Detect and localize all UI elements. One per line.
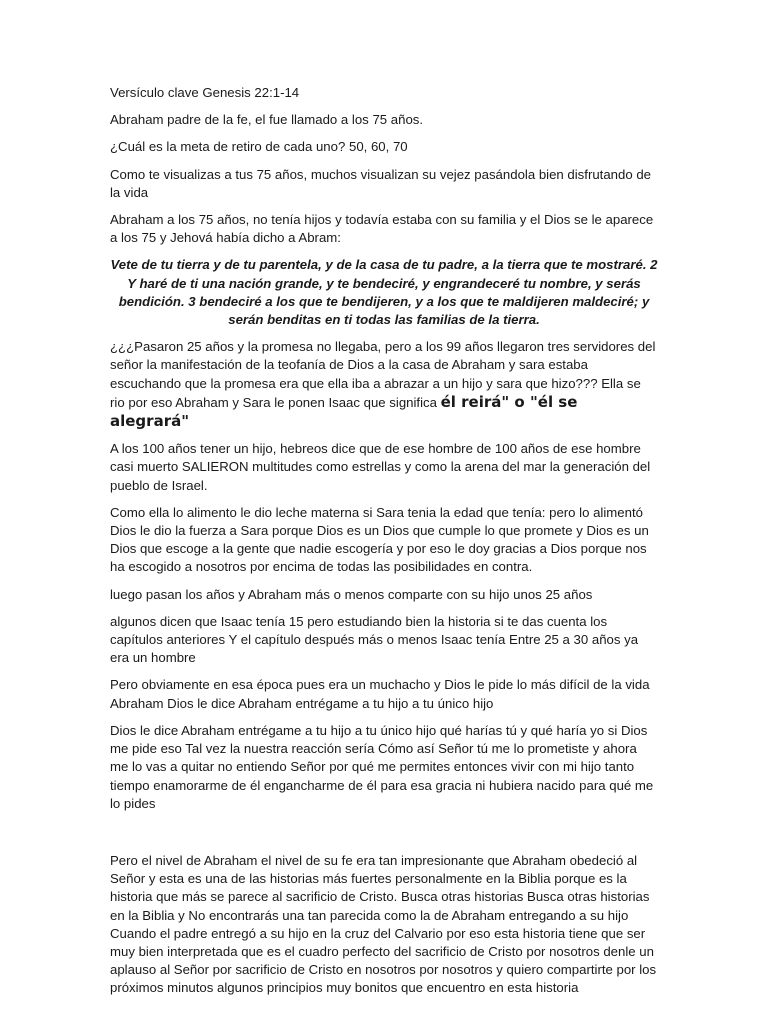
paragraph-abraham-obeyed: Pero el nivel de Abraham el nivel de su fe era tan impresionante que Abraham obedeció al Señor y esta es una de las historias más fuertes personalmente en la Biblia porque es la historia que más se parece al sacrificio de Cristo. Busca otras historias Busca otras historias en la Biblia y No encontrarás una tan parecida como la de Abraham entregando a su hijo Cuando el padre entregó a su hijo en la cruz del Calvario por eso esta historia tiene que ser muy bien interpretada que es el cuadro perfecto del sacrificio de Cristo por nosotros denle un aplauso al Señor por sacrificio de Cristo en nosotros por nosotros y quiero compartirte por los próximos minutos algunos principios muy bonitos que encuentro en esta historia bbox=[110, 852, 657, 996]
paragraph-hardest-request: Pero obviamente en esa época pues era un muchacho y Dios le pide lo más difícil de la vida Abraham Dios le dice Abraham entrégame a tu hijo a tu único hijo bbox=[110, 677, 650, 711]
document-page bbox=[110, 84, 658, 1007]
bible-quote: Vete de tu tierra y de tu parentela, y de la casa de tu padre, a la tierra que te mostraré. 2 Y haré de ti una nación grande, y te bendeciré, y engrandeceré tu nombre, y serás bendición. 3 bendeciré a los que te bendijeren, y a los que te maldijeren maldeciré; y serán benditas en ti todas las familias de la tierra. bbox=[110, 257, 658, 328]
paragraph-multitudes: A los 100 años tener un hijo, hebreos dice que de ese hombre de 100 años de ese hombre casi muerto SALIERON multitudes como estrellas y como la arena del mar la generación del pueblo de Israel. bbox=[110, 441, 651, 493]
verse-title: Versículo clave Genesis 22:1-14 bbox=[110, 85, 300, 100]
paragraph-sara-nursing: Como ella lo alimento le dio leche materna si Sara tenia la edad que tenía: pero lo alimentó Dios le dio la fuerza a Sara porque Dios es un Dios que cumple lo que promete y Dios es un Dios que escoge a la gente que nadie escogería y por eso le doy gracias a Dios porque nos ha escogido a nosotros por encima de todas las posibilidades en contra. bbox=[110, 504, 649, 575]
paragraph-our-reaction: Dios le dice Abraham entrégame a tu hijo a tu único hijo qué harías tú y qué haría yo si Dios me pide eso Tal vez la nuestra reacción sería Cómo así Señor tú me lo prometiste y ahora me lo vas a quitar no entiendo Señor por qué me permites entonces vivir con mi hijo tanto tiempo enamorarme de él engancharme de él para esa gracia ni hubiera nacido para qué me lo pides bbox=[110, 722, 654, 811]
spacer bbox=[110, 822, 658, 852]
isaac-meaning-emphasis: él reirá" o "él se alegrará" bbox=[110, 392, 578, 431]
paragraph-father-of-faith: Abraham padre de la fe, el fue llamado a los 75 años. bbox=[110, 112, 424, 128]
paragraph-abraham-at-75: Abraham a los 75 años, no tenía hijos y todavía estaba con su familia y el Dios se le aparece a los 75 y Jehová había dicho a Abram: bbox=[110, 212, 654, 246]
paragraph-years-pass: luego pasan los años y Abraham más o menos comparte con su hijo unos 25 años bbox=[110, 586, 593, 602]
paragraph-old-age: Como te visualizas a tus 75 años, muchos visualizan su vejez pasándola bien disfrutando de la vida bbox=[110, 166, 652, 200]
paragraph-isaac-age: algunos dicen que Isaac tenía 15 pero estudiando bien la historia si te das cuenta los capítulos anteriores Y el capítulo después más o menos Isaac tenía Entre 25 a 30 años ya era un hombre bbox=[110, 613, 639, 666]
paragraph-isaac-promise bbox=[110, 338, 658, 431]
paragraph-retirement-question: ¿Cuál es la meta de retiro de cada uno? 50, 60, 70 bbox=[110, 139, 408, 155]
isaac-promise-text: ¿¿¿Pasaron 25 años y la promesa no llegaba, pero a los 99 años llegaron tres servidores del señor la manifestación de la teofanía de Dios a la casa de Abraham y sara estaba escuchando que la promesa era que ella iba a abrazar a un hijo y sara que hizo??? Ella se rio por eso Abraham y Sara le ponen Isaac que significa bbox=[110, 339, 656, 410]
